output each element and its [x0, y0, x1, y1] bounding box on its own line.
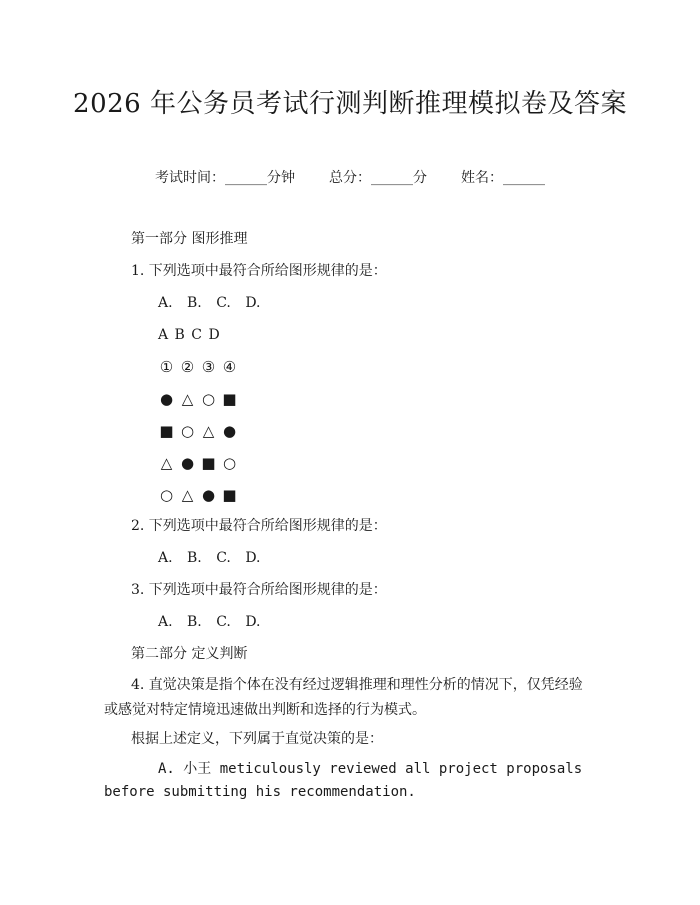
circled-number-2: ② — [180, 358, 195, 376]
question-3-options: A. B. C. D. — [158, 614, 261, 630]
question-1-letters: A B C D — [158, 327, 220, 343]
filled-circle-icon: ● — [180, 454, 195, 472]
question-1-numbers — [158, 357, 238, 377]
section-heading-definition-judgment: 第二部分 定义判断 — [131, 646, 248, 662]
filled-square-icon: ■ — [222, 390, 237, 408]
shape-row-1 — [158, 389, 238, 409]
question-4-option-a: A. 小王 meticulously reviewed all project proposals before submitting his recommendation. — [104, 761, 583, 800]
question-4-definition: 4. 直觉决策是指个体在没有经过逻辑推理和理性分析的情况下，仅凭经验或感觉对特定情境迅速做出判断和选择的行为模式。 — [104, 677, 583, 718]
triangle-icon: △ — [181, 486, 194, 504]
section-heading-figure-reasoning: 第一部分 图形推理 — [131, 231, 248, 247]
circle-icon: ○ — [180, 422, 195, 440]
document-title: 2026 年公务员考试行测判断推理模拟卷及答案 — [73, 89, 627, 119]
question-1-options: A. B. C. D. — [158, 295, 261, 311]
question-3: 3. 下列选项中最符合所给图形规律的是： — [131, 582, 387, 598]
circle-icon: ○ — [222, 454, 237, 472]
filled-square-icon: ■ — [222, 486, 237, 504]
circled-number-1: ① — [159, 358, 174, 376]
triangle-icon: △ — [160, 454, 173, 472]
filled-square-icon: ■ — [201, 454, 216, 472]
exam-time: 考试时间：______分钟 — [155, 170, 295, 186]
shape-row-2 — [158, 421, 238, 441]
circled-number-4: ④ — [222, 358, 237, 376]
question-2: 2. 下列选项中最符合所给图形规律的是： — [131, 518, 387, 534]
circle-icon: ○ — [159, 486, 174, 504]
filled-circle-icon: ● — [201, 486, 216, 504]
total-score: 总分：______分 — [329, 170, 427, 186]
circled-number-3: ③ — [201, 358, 216, 376]
filled-square-icon: ■ — [159, 422, 174, 440]
question-1: 1. 下列选项中最符合所给图形规律的是： — [131, 263, 387, 279]
shape-row-4 — [158, 485, 238, 505]
triangle-icon: △ — [202, 422, 215, 440]
circle-icon: ○ — [201, 390, 216, 408]
filled-circle-icon: ● — [159, 390, 174, 408]
question-2-options: A. B. C. D. — [158, 550, 261, 566]
shape-row-3 — [158, 453, 238, 473]
filled-circle-icon: ● — [222, 422, 237, 440]
question-4-prompt: 根据上述定义，下列属于直觉决策的是： — [131, 731, 383, 747]
exam-meta — [0, 168, 700, 188]
candidate-name: 姓名：______ — [461, 170, 545, 186]
triangle-icon: △ — [181, 390, 194, 408]
